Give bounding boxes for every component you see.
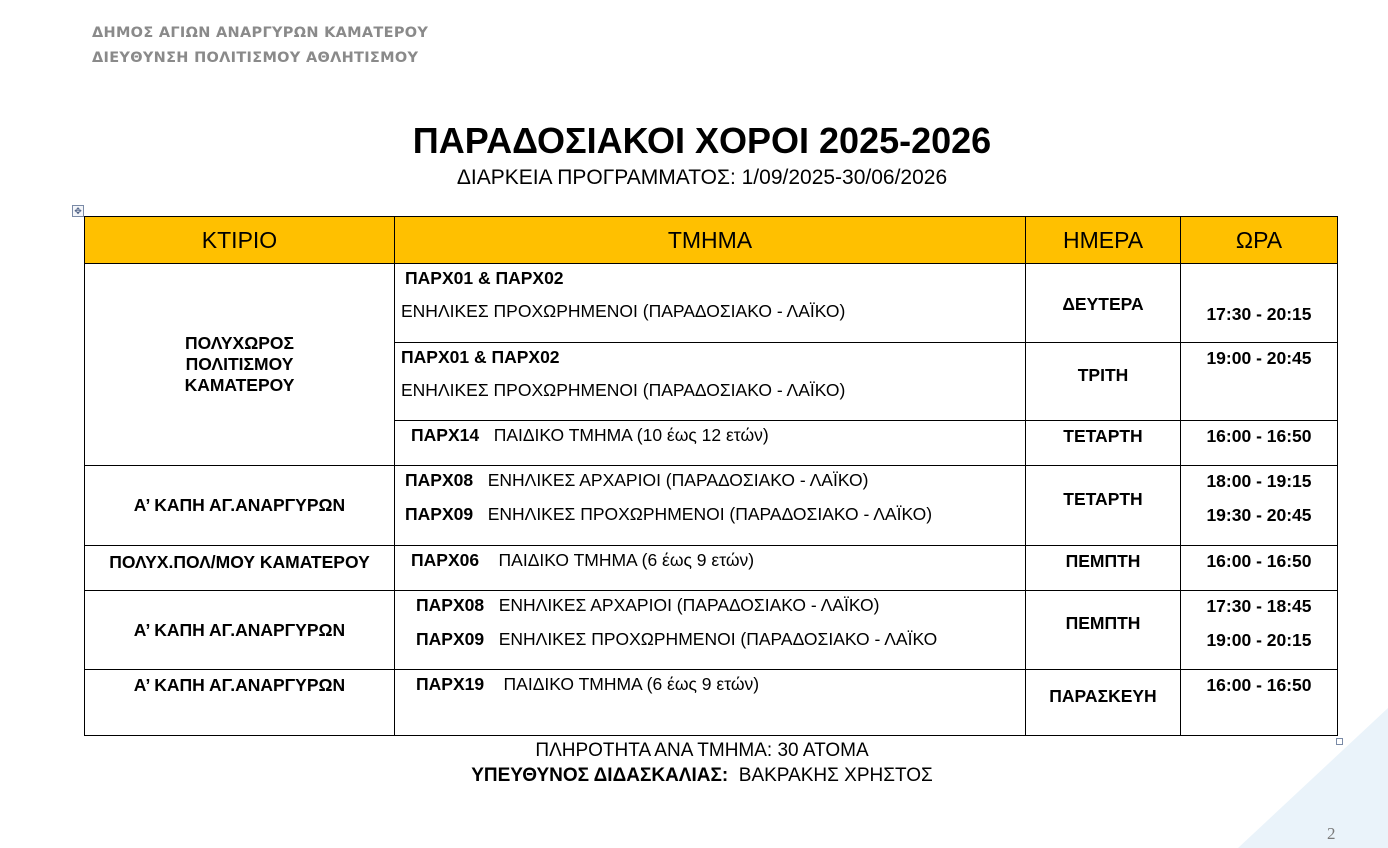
day-cell: ΠΕΜΠΤΗ xyxy=(1026,591,1181,670)
day-cell: ΤΕΤΑΡΤΗ xyxy=(1026,421,1181,466)
day-cell: ΠΕΜΠΤΗ xyxy=(1026,546,1181,591)
class-description: ΕΝΗΛΙΚΕΣ ΑΡΧΑΡΙΟΙ (ΠΑΡΑΔΟΣΙΑΚΟ - ΛΑΪΚΟ) xyxy=(487,470,869,490)
time-cell: 16:00 - 16:50 xyxy=(1181,670,1338,736)
class-description: ΠΑΙΔΙΚΟ ΤΜΗΜΑ (6 έως 9 ετών) xyxy=(503,674,760,694)
building-line: ΚΑΜΑΤΕΡΟΥ xyxy=(184,375,295,395)
class-cell xyxy=(395,466,1026,546)
class-code: ΠΑΡΧ09 xyxy=(416,629,485,649)
class-cell xyxy=(395,421,1026,466)
corner-decoration xyxy=(1208,708,1388,848)
day-cell: ΠΑΡΑΣΚΕΥΗ xyxy=(1026,670,1181,736)
class-description: ΕΝΗΛΙΚΕΣ ΑΡΧΑΡΙΟΙ (ΠΑΡΑΔΟΣΙΑΚΟ - ΛΑΪΚΟ) xyxy=(498,595,880,615)
class-cell xyxy=(395,264,1026,343)
table-row xyxy=(85,466,1338,546)
capacity-note: ΠΛΗΡΟΤΗΤΑ ΑΝΑ ΤΜΗΜΑ: 30 ΑΤΟΜΑ xyxy=(535,740,869,761)
building-cell: Α’ ΚΑΠΗ ΑΓ.ΑΝΑΡΓΥΡΩΝ xyxy=(85,591,395,670)
class-code: ΠΑΡΧ08 xyxy=(405,470,474,490)
page-number: 2 xyxy=(1327,824,1336,843)
class-cell xyxy=(395,591,1026,670)
day-cell: ΤΡΙΤΗ xyxy=(1026,343,1181,421)
building-cell: ΠΟΛΥΧ.ΠΟΛ/ΜΟΥ ΚΑΜΑΤΕΡΟΥ xyxy=(85,546,395,591)
time-cell: 16:00 - 16:50 xyxy=(1181,546,1338,591)
teacher-name: ΒΑΚΡΑΚΗΣ ΧΡΗΣΤΟΣ xyxy=(738,765,933,786)
time-value: 19:30 - 20:45 xyxy=(1206,505,1312,525)
time-cell xyxy=(1181,466,1338,546)
class-code: ΠΑΡΧ09 xyxy=(405,504,474,524)
building-line: ΠΟΛΙΤΙΣΜΟΥ xyxy=(185,354,294,374)
time-cell: 19:00 - 20:45 xyxy=(1181,343,1338,421)
class-description: ΕΝΗΛΙΚΕΣ ΠΡΟΧΩΡΗΜΕΝΟΙ (ΠΑΡΑΔΟΣΙΑΚΟ - ΛΑΪΚΟ xyxy=(498,629,938,649)
table-move-icon[interactable]: ✥ xyxy=(72,205,84,217)
class-description: ΕΝΗΛΙΚΕΣ ΠΡΟΧΩΡΗΜΕΝΟΙ (ΠΑΡΑΔΟΣΙΑΚΟ - ΛΑΪΚΟ) xyxy=(487,504,933,524)
time-cell: 17:30 - 20:15 xyxy=(1181,264,1338,343)
header-day: ΗΜΕΡΑ xyxy=(1026,217,1181,264)
class-cell xyxy=(395,670,1026,736)
building-cell xyxy=(85,264,395,466)
program-duration: ΔΙΑΡΚΕΙΑ ΠΡΟΓΡΑΜΜΑΤΟΣ: 1/09/2025-30/06/2026 xyxy=(456,166,948,189)
schedule-table xyxy=(84,216,1338,736)
class-code: ΠΑΡΧ01 & ΠΑΡΧ02 xyxy=(405,268,564,288)
day-cell: ΤΕΤΑΡΤΗ xyxy=(1026,466,1181,546)
class-code: ΠΑΡΧ08 xyxy=(416,595,485,615)
teacher-note xyxy=(0,765,1388,787)
table-row xyxy=(85,591,1338,670)
teacher-label: ΥΠΕΥΘΥΝΟΣ ΔΙΔΑΣΚΑΛΙΑΣ: xyxy=(471,765,729,786)
time-value: 19:00 - 20:15 xyxy=(1206,630,1312,650)
class-description: ΕΝΗΛΙΚΕΣ ΠΡΟΧΩΡΗΜΕΝΟΙ (ΠΑΡΑΔΟΣΙΑΚΟ - ΛΑΪΚΟ) xyxy=(401,380,846,400)
class-description: ΠΑΙΔΙΚΟ ΤΜΗΜΑ (10 έως 12 ετών) xyxy=(493,425,769,445)
building-cell: Α’ ΚΑΠΗ ΑΓ.ΑΝΑΡΓΥΡΩΝ xyxy=(85,466,395,546)
class-code: ΠΑΡΧ19 xyxy=(416,674,485,694)
org-name: ΔΗΜΟΣ ΑΓΙΩΝ ΑΝΑΡΓΥΡΩΝ ΚΑΜΑΤΕΡΟΥ xyxy=(92,25,429,41)
header-time: ΩΡΑ xyxy=(1181,217,1338,264)
header-class: ΤΜΗΜΑ xyxy=(395,217,1026,264)
table-row xyxy=(85,264,1338,343)
building-cell: Α’ ΚΑΠΗ ΑΓ.ΑΝΑΡΓΥΡΩΝ xyxy=(85,670,395,736)
time-cell xyxy=(1181,591,1338,670)
day-cell: ΔΕΥΤΕΡΑ xyxy=(1026,264,1181,343)
time-value: 17:30 - 18:45 xyxy=(1206,596,1312,616)
class-description: ΠΑΙΔΙΚΟ ΤΜΗΜΑ (6 έως 9 ετών) xyxy=(498,550,755,570)
table-row xyxy=(85,670,1338,736)
table-row xyxy=(85,546,1338,591)
class-code: ΠΑΡΧ01 & ΠΑΡΧ02 xyxy=(401,347,560,367)
time-value: 18:00 - 19:15 xyxy=(1206,471,1312,491)
department-name: ΔΙΕΥΘΥΝΣΗ ΠΟΛΙΤΙΣΜΟΥ ΑΘΛΗΤΙΣΜΟΥ xyxy=(92,50,419,66)
class-cell xyxy=(395,343,1026,421)
class-code: ΠΑΡΧ06 xyxy=(411,550,480,570)
class-code: ΠΑΡΧ14 xyxy=(411,425,480,445)
building-line: ΠΟΛΥΧΩΡΟΣ xyxy=(184,333,295,353)
page-title: ΠΑΡΑΔΟΣΙΑΚΟΙ ΧΟΡΟΙ 2025-2026 xyxy=(412,120,992,161)
header-building: ΚΤΙΡΙΟ xyxy=(85,217,395,264)
class-cell xyxy=(395,546,1026,591)
class-description: ΕΝΗΛΙΚΕΣ ΠΡΟΧΩΡΗΜΕΝΟΙ (ΠΑΡΑΔΟΣΙΑΚΟ - ΛΑΪΚΟ) xyxy=(401,301,846,321)
table-header-row xyxy=(85,217,1338,264)
time-cell: 16:00 - 16:50 xyxy=(1181,421,1338,466)
